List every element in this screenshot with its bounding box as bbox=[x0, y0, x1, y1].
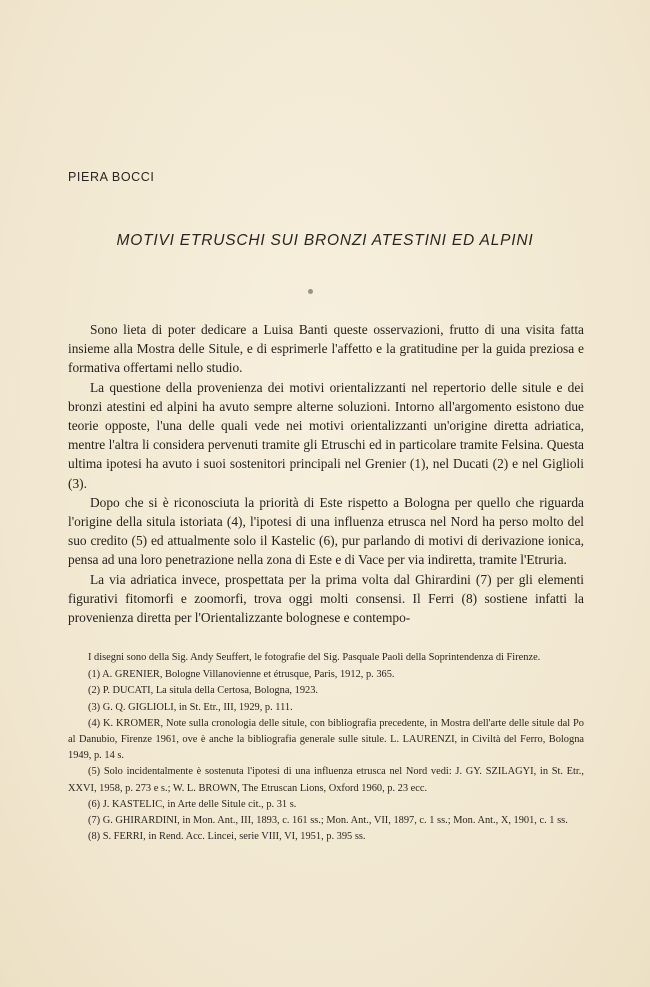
footnotes bbox=[68, 650, 584, 845]
footnote: (2) P. DUCATI, La situla della Certosa, Bologna, 1923. bbox=[88, 685, 319, 697]
body-text bbox=[68, 320, 584, 627]
article-title: MOTIVI ETRUSCHI SUI BRONZI ATESTINI ED ALPINI bbox=[116, 232, 534, 249]
footnote: (5) Solo incidentalmente è sostenuta l'ipotesi di una influenza etrusca nel Nord vedi: J. GY. SZILAGYI, in St. Etr., XXVI, 1958, p. 273 e s.; W. L. BROWN, The Etruscan Lions, Oxford 1960, p. 23 ecc. bbox=[68, 766, 584, 794]
paragraph: Dopo che si è riconosciuta la priorità di Este rispetto a Bologna per quello che riguarda l'origine della situla istoriata (4), l'ipotesi di una influenza etrusca nel Nord ha perso molto del suo credito (5) ed attualmente solo il Kastelic (6), pur parlando di motivi di derivazione ionica, pensa ad una loro penetrazione nella zona di Este e di Vace per via indiretta, tramite l'Etruria. bbox=[68, 494, 584, 568]
footnote: (1) A. GRENIER, Bologne Villanovienne et étrusque, Paris, 1912, p. 365. bbox=[88, 669, 395, 681]
footnote-credits: I disegni sono della Sig. Andy Seuffert, le fotografie del Sig. Pasquale Paoli della Soprintendenza di Firenze. bbox=[88, 652, 541, 663]
footnote: (4) K. KROMER, Note sulla cronologia delle situle, con bibliografia precedente, in Mostra dell'arte delle situle dal Po al Danubio, Firenze 1961, ove è anche la bibliografia generale sulle situle. L. LAURENZI, in Civiltà del Ferro, Bologna 1949, p. 14 s. bbox=[68, 717, 584, 762]
footnote: (3) G. Q. GIGLIOLI, in St. Etr., III, 1929, p. 111. bbox=[88, 701, 293, 713]
paragraph: La via adriatica invece, prospettata per la prima volta dal Ghirardini (7) per gli elementi figurativi fitomorfi e zoomorfi, trova oggi molti consensi. Il Ferri (8) sostiene infatti la provenienza diretta per l'Orientalizzante bolognese e contempo- bbox=[68, 571, 584, 626]
ornament-dot bbox=[308, 289, 313, 294]
author-name: PIERA BOCCI bbox=[68, 170, 155, 184]
footnote: (7) G. GHIRARDINI, in Mon. Ant., III, 1893, c. 161 ss.; Mon. Ant., VII, 1897, c. 1 ss.; Mon. Ant., X, 1901, c. 1 ss. bbox=[88, 815, 568, 827]
footnote: (8) S. FERRI, in Rend. Acc. Lincei, serie VIII, VI, 1951, p. 395 ss. bbox=[88, 831, 366, 843]
paragraph: La questione della provenienza dei motivi orientalizzanti nel repertorio delle situle e dei bronzi atestini ed alpini ha avuto sempre alterne soluzioni. Intorno all'argomento esistono due teorie opposte, l'una delle quali vede nei motivi orientalizzanti un'origine diretta adriatica, mentre l'altra li considera pervenuti tramite gli Etruschi ed in particolare tramite Felsina. Questa ultima ipotesi ha avuto i suoi sostenitori principali nel Grenier (1), nel Ducati (2) e nel Giglioli (3). bbox=[68, 379, 584, 491]
paragraph: Sono lieta di poter dedicare a Luisa Banti queste osservazioni, frutto di una visita fatta insieme alla Mostra delle Situle, e di esprimerle l'affetto e la gratitudine per la guida preziosa e formativa offertami nello studio. bbox=[68, 322, 584, 376]
footnote: (6) J. KASTELIC, in Arte delle Situle cit., p. 31 s. bbox=[88, 798, 297, 810]
